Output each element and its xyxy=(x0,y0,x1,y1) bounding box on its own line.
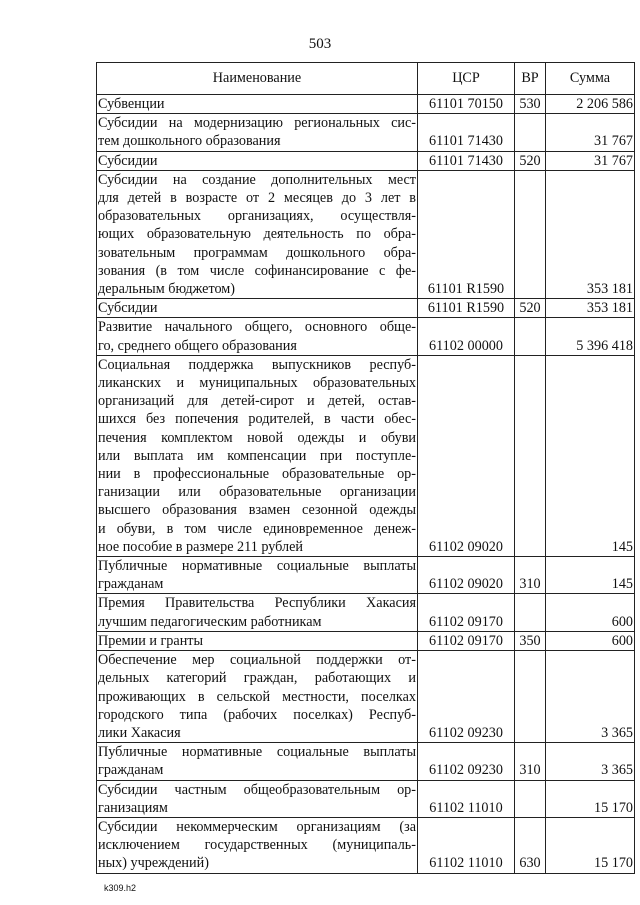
row-vr: 530 xyxy=(515,95,546,114)
row-name-line: организаций для детей-сирот и детей, остав- xyxy=(98,393,416,410)
row-csr: 61102 00000 xyxy=(418,318,515,355)
row-csr: 61102 11010 xyxy=(418,817,515,873)
table-row xyxy=(97,557,635,594)
header-name: Наименование xyxy=(97,63,418,95)
row-vr xyxy=(515,780,546,817)
row-name xyxy=(97,594,418,631)
row-name-line: Субвенции xyxy=(98,96,165,112)
header-vr: ВР xyxy=(515,63,546,95)
row-sum: 3 365 xyxy=(546,743,635,780)
row-name xyxy=(97,780,418,817)
row-vr xyxy=(515,170,546,298)
row-name-line: Субсидии на создание дополнительных мест xyxy=(98,171,416,188)
row-name-line: лики Хакасия xyxy=(98,724,181,741)
header-csr: ЦСР xyxy=(418,63,515,95)
table-row xyxy=(97,151,635,170)
table-row xyxy=(97,170,635,298)
row-name-line: Развитие начального общего, основного обще- xyxy=(98,319,416,336)
row-name-line: зования (в том числе софинансирование с фе- xyxy=(98,262,416,279)
row-name xyxy=(97,299,418,318)
row-sum: 145 xyxy=(546,355,635,556)
row-name-line: Субсидии некоммерческим организациям (за xyxy=(98,818,416,835)
row-csr: 61101 R1590 xyxy=(418,170,515,298)
row-name-line: Субсидии xyxy=(98,300,158,317)
row-vr: 630 xyxy=(515,817,546,873)
row-sum: 2 206 586 xyxy=(546,95,635,114)
row-csr: 61101 71430 xyxy=(418,151,515,170)
row-name-line: Премия Правительства Республики Хакасия xyxy=(98,595,416,612)
table-row xyxy=(97,95,635,114)
table-row xyxy=(97,780,635,817)
row-name xyxy=(97,318,418,355)
row-name-line: Премии и гранты xyxy=(98,632,204,649)
row-name xyxy=(97,114,418,151)
page-number: 503 xyxy=(308,36,332,52)
row-sum: 353 181 xyxy=(546,299,635,318)
row-name-line: го, среднего общего образования xyxy=(98,337,297,354)
row-name-line: ное пособие в размере 211 рублей xyxy=(98,538,303,555)
row-csr: 61102 09170 xyxy=(418,594,515,631)
row-name-line: проживающих в сельской местности, поселках xyxy=(98,688,416,705)
row-sum: 31 767 xyxy=(546,114,635,151)
row-name-line: для детей в возрасте от 2 месяцев до 3 лет в xyxy=(98,190,416,207)
row-sum: 31 767 xyxy=(546,151,635,170)
row-name-line: ганизациям xyxy=(98,799,168,816)
row-name-line: шихся без попечения родителей, в части обес- xyxy=(98,411,416,428)
row-vr: 310 xyxy=(515,557,546,594)
row-vr: 520 xyxy=(515,151,546,170)
row-name xyxy=(97,631,418,650)
row-sum: 145 xyxy=(546,557,635,594)
row-name xyxy=(97,817,418,873)
row-csr: 61101 71430 xyxy=(418,114,515,151)
row-name xyxy=(97,355,418,556)
row-name-line: Публичные нормативные социальные выплаты xyxy=(98,744,416,761)
row-name-line: тем дошкольного образования xyxy=(98,133,281,150)
row-name-line: нии в профессиональные образовательные ор- xyxy=(98,466,416,483)
row-name-line: Субсидии на модернизацию региональных сис- xyxy=(98,115,416,132)
row-sum: 353 181 xyxy=(546,170,635,298)
row-name-line: деральным бюджетом) xyxy=(98,281,235,298)
row-vr: 350 xyxy=(515,631,546,650)
row-name-line: зовательным программам дошкольного обра- xyxy=(98,244,416,261)
row-sum: 3 365 xyxy=(546,651,635,743)
table-body xyxy=(97,95,635,874)
row-name-line: исключением государственных (муниципаль- xyxy=(98,837,416,854)
row-vr: 310 xyxy=(515,743,546,780)
row-name-line: дельных категорий граждан, работающих и xyxy=(98,670,416,687)
row-name-line: Субсидии частным общеобразовательным ор- xyxy=(98,781,416,798)
row-name-line: ющих образовательную деятельность по обра- xyxy=(98,226,416,243)
row-name xyxy=(97,557,418,594)
row-vr xyxy=(515,651,546,743)
table-row xyxy=(97,114,635,151)
row-csr: 61102 09230 xyxy=(418,743,515,780)
row-name-line: ликанских и муниципальных образовательных xyxy=(98,375,416,392)
row-sum: 5 396 418 xyxy=(546,318,635,355)
row-name xyxy=(97,743,418,780)
row-vr xyxy=(515,318,546,355)
table-row xyxy=(97,594,635,631)
row-sum: 15 170 xyxy=(546,780,635,817)
table-row xyxy=(97,318,635,355)
table-row xyxy=(97,631,635,650)
row-name xyxy=(97,651,418,743)
table-row xyxy=(97,355,635,556)
row-name xyxy=(97,170,418,298)
row-name-line: высшего образования взамен сезонной одежды xyxy=(98,502,416,519)
row-name-line: образовательных организациях, осуществля- xyxy=(98,208,416,225)
row-name-line: лучшим педагогическим работникам xyxy=(98,613,322,630)
row-name xyxy=(97,151,418,170)
row-vr xyxy=(515,114,546,151)
row-name-line: гражданам xyxy=(98,576,164,593)
row-sum: 600 xyxy=(546,631,635,650)
row-name-line: городского типа (рабочих поселках) Респуб- xyxy=(98,706,416,723)
table-row xyxy=(97,743,635,780)
row-name-line: Субсидии xyxy=(98,152,158,169)
header-sum: Сумма xyxy=(546,63,635,95)
row-name-line: печения комплектом новой одежды и обуви xyxy=(98,429,416,446)
row-name-line: или выплата им компенсации при поступле- xyxy=(98,447,416,464)
row-name-line: Социальная поддержка выпускников респуб- xyxy=(98,356,416,373)
table-header-row xyxy=(97,63,635,95)
table-row xyxy=(97,651,635,743)
row-name-line: и обуви, в том числе единовременное денеж- xyxy=(98,520,416,537)
row-sum: 600 xyxy=(546,594,635,631)
row-name-line: гражданам xyxy=(98,762,164,779)
row-name-line: Обеспечение мер социальной поддержки от- xyxy=(98,652,416,669)
row-csr: 61102 09020 xyxy=(418,355,515,556)
row-sum: 15 170 xyxy=(546,817,635,873)
table-row xyxy=(97,817,635,873)
row-csr: 61102 09230 xyxy=(418,651,515,743)
row-csr: 61102 09020 xyxy=(418,557,515,594)
row-csr: 61101 R1590 xyxy=(418,299,515,318)
row-vr xyxy=(515,594,546,631)
row-csr: 61102 11010 xyxy=(418,780,515,817)
row-vr xyxy=(515,355,546,556)
row-name-line: Публичные нормативные социальные выплаты xyxy=(98,558,416,575)
row-vr: 520 xyxy=(515,299,546,318)
footer-code: k309.h2 xyxy=(104,883,137,893)
row-name-line: ных) учреждений) xyxy=(98,855,209,872)
row-csr: 61102 09170 xyxy=(418,631,515,650)
budget-table xyxy=(96,62,635,874)
row-name xyxy=(97,95,418,114)
row-name-line: ганизации или образовательные организации xyxy=(98,484,416,501)
row-csr: 61101 70150 xyxy=(418,95,515,114)
table-row xyxy=(97,299,635,318)
